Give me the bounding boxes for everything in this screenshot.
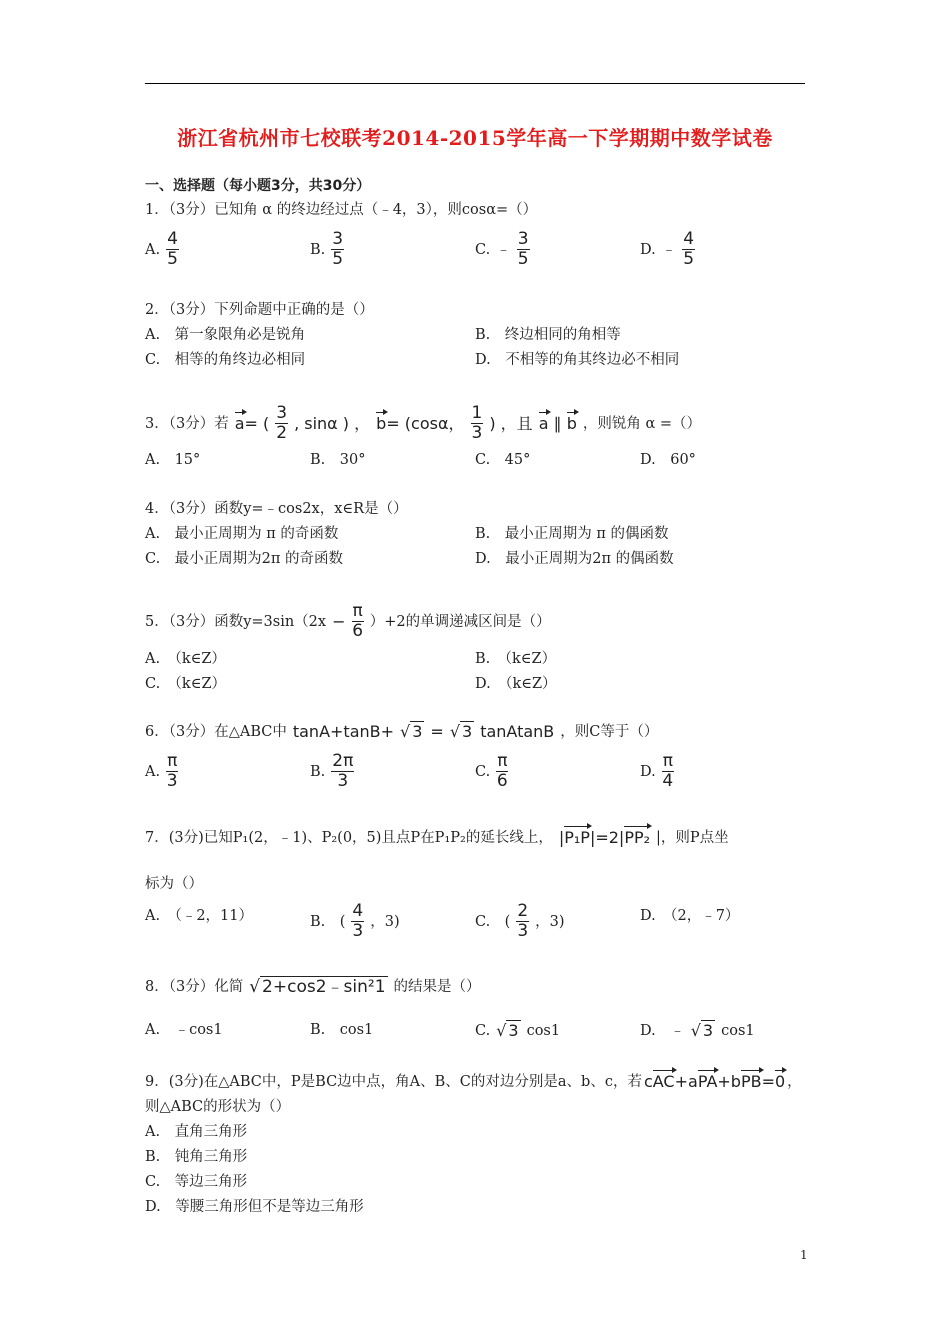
q9-stem-line2: 则△ABC的形状为（） — [145, 1099, 291, 1115]
q8-option-b: B. cos1 — [310, 1022, 374, 1038]
q5-option-c: C. （k∈Z） — [145, 676, 227, 692]
q2-option-d: D. 不相等的角其终边必不相同 — [475, 352, 680, 368]
page-title: 浙江省杭州市七校联考2014-2015学年高一下学期期中数学试卷 — [177, 126, 773, 150]
page-number: 1 — [800, 1248, 808, 1262]
sqrt-symbol: √ 3 — [400, 722, 423, 741]
q6-option-a: A. $\frac{\pi}{3}$ — [145, 751, 178, 791]
q4-option-b: B. 最小正周期为 π 的偶函数 — [475, 526, 669, 542]
q4-stem: 4．（3分）函数y=﹣cos2x，x∈R是（） — [145, 501, 408, 517]
q7-option-b: B. ( $\frac{4}{3}$ ，3) — [310, 901, 400, 941]
q7-option-d: D. （2，﹣7） — [640, 908, 740, 924]
q2-option-c: C. 相等的角终边必相同 — [145, 352, 306, 368]
q9-option-d: D. 等腰三角形但不是等边三角形 — [145, 1199, 364, 1215]
q4-option-d: D. 最小正周期为2π 的偶函数 — [475, 551, 674, 567]
q8-option-a: A. ﹣cos1 — [145, 1022, 223, 1038]
q1-option-c: C. ﹣ $\frac{3}{5}$ — [475, 229, 529, 269]
q1-option-d: D. ﹣ $\frac{4}{5}$ — [640, 229, 695, 269]
q1-option-a: A. $\frac{4}{5}$ — [145, 229, 178, 269]
q3-stem: 3．（3分）若 a= ( $\frac{3}{2}$ , sinα ) ， b= (cosα， $\frac{1}{3}$ ) ，且 a ∥ b ，则锐角 α =（） — [145, 403, 702, 443]
q8-option-d: D. ﹣ √ 3 cos1 — [640, 1021, 755, 1040]
q6-option-b: B. $\frac{2\pi}{3}$ — [310, 751, 354, 791]
q6-option-d: D. $\frac{\pi}{4}$ — [640, 751, 674, 791]
q9-option-a: A. 直角三角形 — [145, 1124, 248, 1140]
q7-stem-line2: 标为（） — [145, 876, 203, 892]
q6-option-c: C. $\frac{\pi}{6}$ — [475, 751, 508, 791]
q5-option-b: B. （k∈Z） — [475, 651, 557, 667]
q7-stem: 7．(3分)已知P₁(2，﹣1)、P₂(0，5)且点P在P₁P₂的延长线上， |P₁P|=2|PP₂ |，则P点坐 — [145, 828, 729, 847]
q2-option-a: A. 第一象限角必是锐角 — [145, 327, 306, 343]
q3-option-c: C. 45° — [475, 452, 531, 468]
q4-option-a: A. 最小正周期为 π 的奇函数 — [145, 526, 339, 542]
q2-stem: 2．（3分）下列命题中正确的是（） — [145, 302, 374, 318]
q5-option-a: A. （k∈Z） — [145, 651, 226, 667]
q5-stem: 5．（3分）函数y=3sin（2x − $\frac{\pi}{6}$ ）+2的单调递减区间是（） — [145, 601, 551, 641]
q8-option-c: C. √ 3 cos1 — [475, 1021, 561, 1040]
q2-option-b: B. 终边相同的角相等 — [475, 327, 621, 343]
q1-stem: 1．（3分）已知角 α 的终边经过点（﹣4，3），则cosα=（） — [145, 202, 538, 218]
q4-option-c: C. 最小正周期为2π 的奇函数 — [145, 551, 344, 567]
q9-option-b: B. 钝角三角形 — [145, 1149, 248, 1165]
q1-option-b: B. $\frac{3}{5}$ — [310, 229, 344, 269]
q7-option-a: A. （﹣2，11） — [145, 908, 254, 924]
q3-option-a: A. 15° — [145, 452, 201, 468]
q3-option-b: B. 30° — [310, 452, 366, 468]
header-rule — [145, 83, 805, 84]
q9-stem: 9．(3分)在△ABC中，P是BC边中点，角A、B、C的对边分别是a、b、c，若 cAC+aPA+bPB=0 ， — [145, 1072, 802, 1091]
q9-option-c: C. 等边三角形 — [145, 1174, 248, 1190]
q3-option-d: D. 60° — [640, 452, 696, 468]
q5-option-d: D. （k∈Z） — [475, 676, 557, 692]
section-heading: 一、选择题（每小题3分，共30分） — [145, 178, 371, 194]
q6-stem: 6．（3分）在△ABC中 tanA+tanB+ √ 3 = √ 3 tanAtanB ，则C等于（） — [145, 721, 659, 741]
q8-stem: 8．（3分）化简 √ 2+cos2﹣sin²1 的结果是（） — [145, 977, 481, 997]
q7-option-c: C. ( $\frac{2}{3}$ ，3) — [475, 901, 565, 941]
